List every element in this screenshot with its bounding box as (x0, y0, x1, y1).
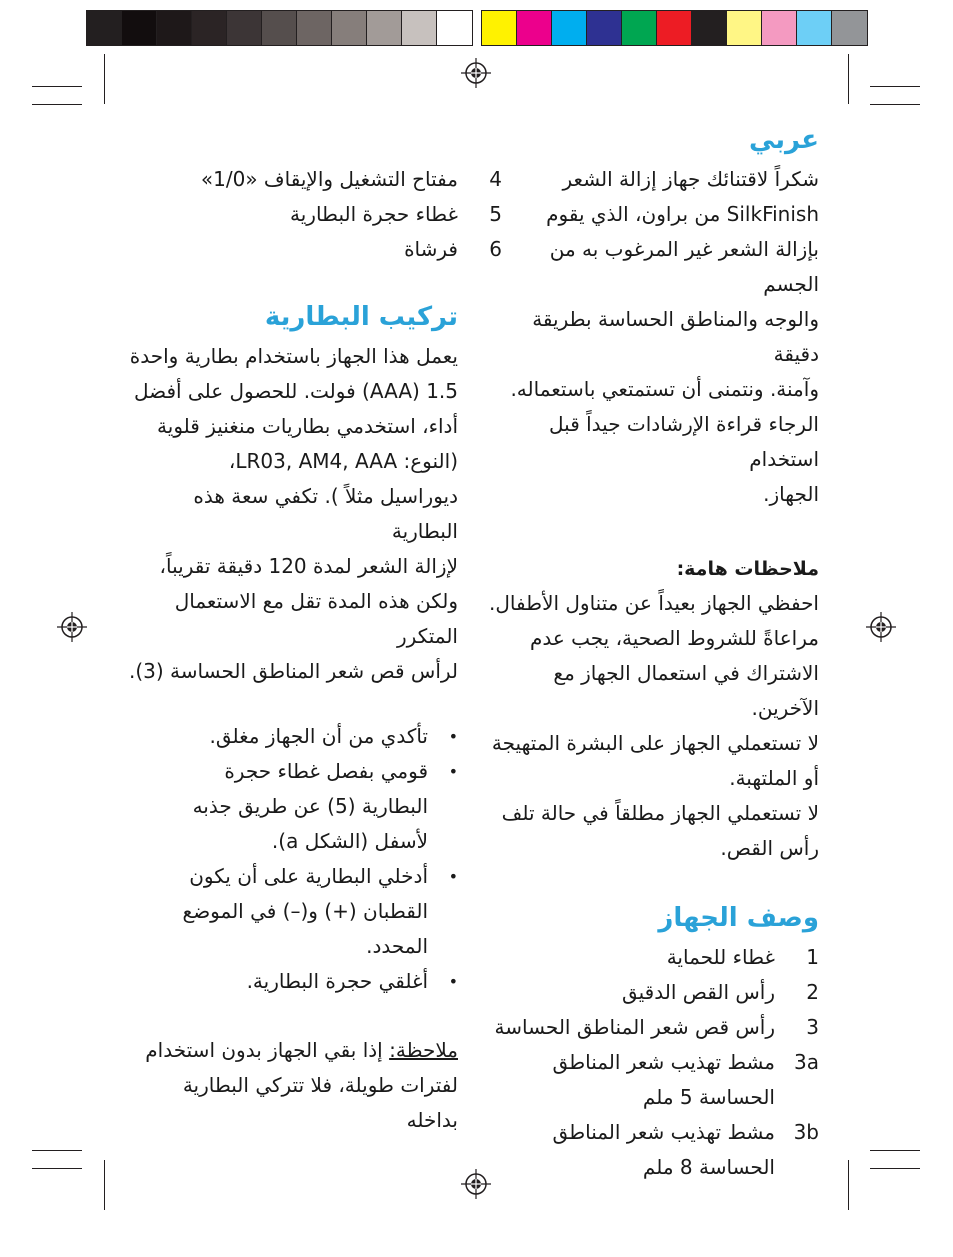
note-text: إذا بقي الجهاز بدون استخدام (145, 1038, 390, 1062)
item-text: المحدد. (366, 934, 428, 958)
crop-mark (870, 1150, 920, 1151)
color-swatch (262, 11, 297, 45)
text-line: شكراً لاقتنائك جهاز إزالة الشعر (562, 167, 819, 191)
item-text: رأس القص الدقيق (621, 980, 775, 1004)
list-item (128, 859, 458, 964)
color-swatch (482, 11, 517, 45)
item-number: 5 (489, 202, 502, 226)
color-swatch (367, 11, 402, 45)
list-item (128, 719, 458, 754)
list-item (128, 964, 458, 999)
text-line: وآمنة. ونتمنى أن تستمتعي باستعماله. (510, 377, 819, 401)
language-heading: عربي (748, 125, 819, 155)
crop-mark (848, 54, 849, 104)
item-text: الحساسة 8 ملم (642, 1155, 775, 1179)
text-line: SilkFinish من براون، الذي يقوم (546, 202, 819, 226)
text-line: والوجه والمناطق الحساسة بطريقة دقيقة (532, 307, 819, 366)
text-line: لا تستعملي الجهاز مطلقاً في حالة تلف (501, 801, 819, 825)
text-line: مراعاةً للشروط الصحية، يجب عدم (529, 626, 819, 650)
text-line: ولكن هذه المدة تقل مع الاستعمال المتكرر (174, 589, 458, 648)
list-item (488, 1010, 819, 1045)
text-line: لفترات طويلة، فلا تتركي البطارية بداخله (182, 1073, 458, 1132)
battery-steps-list (128, 719, 458, 999)
item-number: 2 (806, 980, 819, 1004)
crop-mark (104, 1160, 105, 1210)
color-swatch (762, 11, 797, 45)
color-swatch (622, 11, 657, 45)
item-text: تأكدي من أن الجهاز مغلق. (209, 724, 428, 748)
list-item (488, 1115, 819, 1185)
color-swatch (692, 11, 727, 45)
text-line: لا تستعملي الجهاز على البشرة المتهيجة (491, 731, 819, 755)
item-text: أغلقي حجرة البطارية. (246, 969, 428, 993)
text-line (128, 1033, 458, 1068)
intro-paragraph (488, 162, 819, 512)
list-item (128, 754, 458, 859)
registration-mark-icon (461, 58, 491, 88)
item-number: 3 (806, 1015, 819, 1039)
item-text: فرشاة (404, 237, 458, 261)
bullet-icon: • (448, 867, 458, 886)
item-text: لأسفل (الشكل a). (271, 829, 428, 853)
right-column (488, 122, 819, 1185)
color-swatch (437, 11, 472, 45)
item-text: البطارية (5) عن طريق جذبه (192, 794, 428, 818)
item-text: مشط تهذيب شعر المناطق (552, 1120, 775, 1144)
left-column (128, 162, 502, 1138)
text-line: ديوراسيل مثلاً ). تكفي سعة هذه البطارية (193, 484, 458, 543)
bullet-icon: • (448, 762, 458, 781)
text-line: يعمل هذا الجهاز باستخدام بطارية واحدة (129, 344, 458, 368)
text-line: لإزالة الشعر لمدة 120 دقيقة تقريباً، (159, 554, 458, 578)
battery-installation-heading: تركيب البطارية (264, 302, 458, 332)
text-line: (النوع: LR03, AM4, AAA، (228, 449, 458, 473)
text-line: الرجاء قراءة الإرشادات جيداً قبل استخدام (549, 412, 819, 471)
item-text: قومي بفصل غطاء حجرة (224, 759, 428, 783)
parts-list-continued (128, 162, 502, 267)
crop-mark (32, 1168, 82, 1169)
grayscale-color-bar (86, 10, 473, 46)
color-swatch (122, 11, 157, 45)
bullet-icon: • (448, 972, 458, 991)
item-number: 1 (806, 945, 819, 969)
text-line: أداء، استخدمي بطاريات منغنيز قلوية (157, 414, 458, 438)
text-line: لرأس قص شعر المناطق الحساسة (3). (128, 659, 458, 683)
important-notes-heading: ملاحظات هامة: (676, 558, 819, 580)
list-item (488, 940, 819, 975)
device-description-heading: وصف الجهاز (658, 903, 819, 933)
list-item (488, 1045, 819, 1115)
item-text: غطاء حجرة البطارية (290, 202, 458, 226)
list-item (488, 975, 819, 1010)
item-text: مفتاح التشغيل والإيقاف «1/0» (200, 167, 458, 191)
color-swatch (587, 11, 622, 45)
item-text: غطاء للحماية (666, 945, 775, 969)
bullet-icon: • (448, 727, 458, 746)
text-line: الآخرين. (751, 696, 819, 720)
text-line: أو الملتهبة. (729, 766, 819, 790)
color-swatch (402, 11, 437, 45)
item-text: رأس قص شعر المناطق الحساسة (494, 1015, 775, 1039)
item-number: 3b (793, 1120, 819, 1144)
color-swatch (227, 11, 262, 45)
important-notes (488, 586, 819, 866)
color-swatch (192, 11, 227, 45)
item-number: 6 (489, 237, 502, 261)
color-swatch (657, 11, 692, 45)
note-paragraph (128, 1033, 458, 1138)
color-swatch (517, 11, 552, 45)
color-swatch (157, 11, 192, 45)
text-line: بإزالة الشعر غير المرغوب به من الجسم (549, 237, 819, 296)
crop-mark (870, 1168, 920, 1169)
color-swatch (552, 11, 587, 45)
item-text: الحساسة 5 ملم (642, 1085, 775, 1109)
crop-mark (870, 86, 920, 87)
color-swatch (297, 11, 332, 45)
text-line: 1.5 (AAA) فولت. للحصول على أفضل (133, 379, 458, 403)
text-line: الجهاز. (763, 482, 819, 506)
process-color-bar (481, 10, 868, 46)
item-text: القطبان (+) و(–) في الموضع (182, 899, 428, 923)
crop-mark (32, 86, 82, 87)
crop-mark (32, 1150, 82, 1151)
item-number: 4 (489, 167, 502, 191)
color-swatch (797, 11, 832, 45)
color-swatch (727, 11, 762, 45)
crop-mark (32, 104, 82, 105)
registration-mark-icon (866, 612, 896, 642)
color-swatch (832, 11, 867, 45)
crop-mark (104, 54, 105, 104)
item-text: مشط تهذيب شعر المناطق (552, 1050, 775, 1074)
color-swatch (87, 11, 122, 45)
text-line: احفظي الجهاز بعيداً عن متناول الأطفال. (489, 591, 819, 615)
item-text: أدخلي البطارية على أن يكون (189, 864, 428, 888)
item-number: 3a (794, 1050, 819, 1074)
text-line: رأس القص. (720, 836, 819, 860)
parts-list (488, 940, 819, 1185)
battery-paragraph (128, 339, 458, 689)
list-item (128, 197, 502, 232)
registration-mark-icon (57, 612, 87, 642)
list-item (128, 232, 502, 267)
list-item (128, 162, 502, 197)
registration-mark-icon (461, 1169, 491, 1199)
crop-mark (870, 104, 920, 105)
crop-mark (848, 1160, 849, 1210)
text-line: الاشتراك في استعمال الجهاز مع (553, 661, 819, 685)
note-label: ملاحظة: (389, 1038, 458, 1062)
color-swatch (332, 11, 367, 45)
